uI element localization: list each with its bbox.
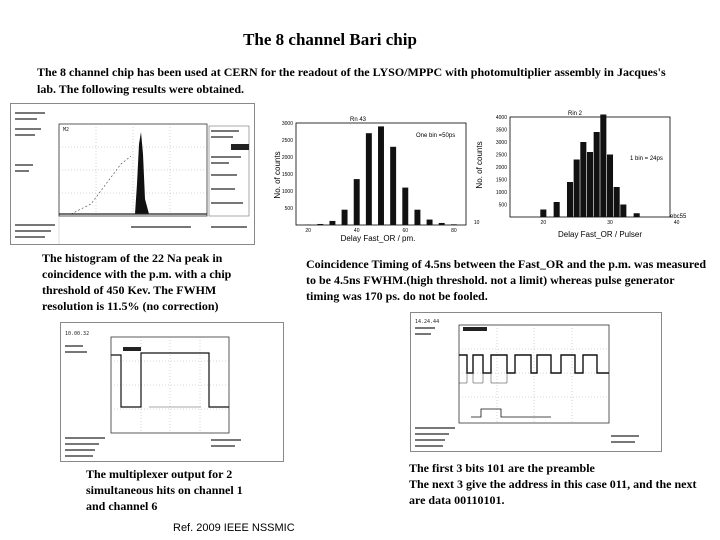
caption-histogram: The histogram of the 22 Na peak in coincidence with the p.m. with a chip threshold of 450 Kev. The FWHM resolution is 11.5% (no correction) <box>42 251 232 313</box>
scope2-time: 10.00.32 <box>65 331 90 337</box>
chart2-bar <box>620 205 626 218</box>
chart1-ytick: 1000 <box>281 189 293 195</box>
chart1-xtick: 60 <box>402 228 409 234</box>
chart1-bar <box>329 221 335 225</box>
oscilloscope-preamble <box>410 312 662 452</box>
chart2-xtick: 20 <box>540 220 547 226</box>
oscilloscope-histogram-svg <box>11 104 254 244</box>
chart1-ylabel: No. of counts <box>273 151 282 199</box>
caption-multiplexer: The multiplexer output for 2 simultaneous hits on channel 1 and channel 6 <box>86 467 243 513</box>
chart2-xtick: 40 <box>673 220 680 226</box>
scope2-readout-bars <box>65 345 241 457</box>
chart2-ytick: 4000 <box>495 115 507 121</box>
page-title: The 8 channel Bari chip <box>243 30 417 49</box>
chart1-bar <box>451 224 457 225</box>
chart2-annotation: 1 bin = 24ps <box>630 156 663 162</box>
chart1-annotation: One bin =50ps <box>416 133 456 139</box>
intro-paragraph: The 8 channel chip has been used at CERN for the readout of the LYSO/MPPC with photomultiplier assembly in Jacques's lab. The following results were obtained. <box>37 65 666 96</box>
caption-timing: Coincidence Timing of 4.5ns between the Fast_OR and the p.m. was measured to be 4.5ns FWHM.(high threshold. not a limit) whereas pulse generator timing was 170 ps. do not be fooled. <box>306 257 707 303</box>
chart1-bar <box>378 126 384 225</box>
chart2-ytick: 3000 <box>495 140 507 146</box>
chart2-ytick: 1000 <box>495 190 507 196</box>
chart1-ytick: 3000 <box>281 121 293 127</box>
chart1-xlabel: Delay Fast_OR / pm. <box>340 234 416 243</box>
scope-label-m2: M2 <box>63 127 70 133</box>
chart2-ylabel: No. of counts <box>475 141 484 189</box>
chart-timing-pulser <box>470 105 710 245</box>
chart1-ytick: 2500 <box>281 138 293 144</box>
chart1-ytick: 500 <box>284 206 293 212</box>
oscilloscope-multiplexer-svg <box>61 323 283 461</box>
chart1-xtick: 40 <box>353 228 360 234</box>
chart1-xtick: 80 <box>451 228 457 234</box>
chart2-ytick: 3500 <box>495 127 507 134</box>
chart1-bar <box>439 223 445 225</box>
chart1-bar <box>366 133 372 225</box>
chart2-bar <box>567 182 573 217</box>
chart1-bar <box>354 179 360 225</box>
chart2-bar <box>600 115 606 218</box>
chart1-bar <box>414 210 420 225</box>
scope3-time: 14.24.44 <box>415 319 440 325</box>
chart2-xtick: 10 <box>473 220 480 226</box>
chart2-bar <box>614 187 620 217</box>
chart2-bar <box>587 152 593 217</box>
chart2-bar <box>574 160 580 218</box>
chart-timing-pulser-svg <box>470 105 710 245</box>
reference-note: Ref. 2009 IEEE NSSMIC <box>173 522 295 534</box>
chart2-bar <box>594 132 600 217</box>
chart2-bar <box>607 155 613 218</box>
chart1-bar <box>317 224 323 225</box>
chart2-xlabel: Delay Fast_OR / Pulser <box>557 230 643 239</box>
chart1-xtick: 20 <box>305 228 311 234</box>
oscilloscope-preamble-svg <box>411 313 661 451</box>
chart2-xtick: 30 <box>607 220 613 226</box>
chart2-run-label: Rin 2 <box>568 111 583 117</box>
chart1-bar <box>390 147 396 225</box>
chart1-run-label: Rn 43 <box>350 117 367 123</box>
scope3-readout-bars <box>415 327 639 447</box>
chart2-ytick: 1500 <box>495 177 507 184</box>
chart2-ytick: 2500 <box>495 152 507 159</box>
chart2-ytick: 500 <box>498 202 507 209</box>
caption-preamble: The first 3 bits 101 are the preamble The next 3 give the address in this case 011, and the next are data 00110101. <box>409 461 697 507</box>
chart-timing-fastor <box>268 105 478 245</box>
chart1-ytick: 1500 <box>281 172 293 178</box>
chart2-corner-label: ebc55 <box>670 214 687 220</box>
chart1-ytick: 2000 <box>281 155 293 161</box>
chart2-bar <box>540 210 546 218</box>
chart1-bar <box>427 220 433 225</box>
oscilloscope-multiplexer <box>60 322 284 462</box>
oscilloscope-histogram <box>10 103 255 245</box>
chart-timing-fastor-svg <box>268 105 478 245</box>
chart2-ytick: 2000 <box>495 165 507 171</box>
chart2-bar <box>554 202 560 217</box>
chart2-bar <box>634 213 640 217</box>
chart1-bar <box>402 188 408 225</box>
chart2-bar <box>580 142 586 217</box>
chart1-bar <box>342 210 348 225</box>
